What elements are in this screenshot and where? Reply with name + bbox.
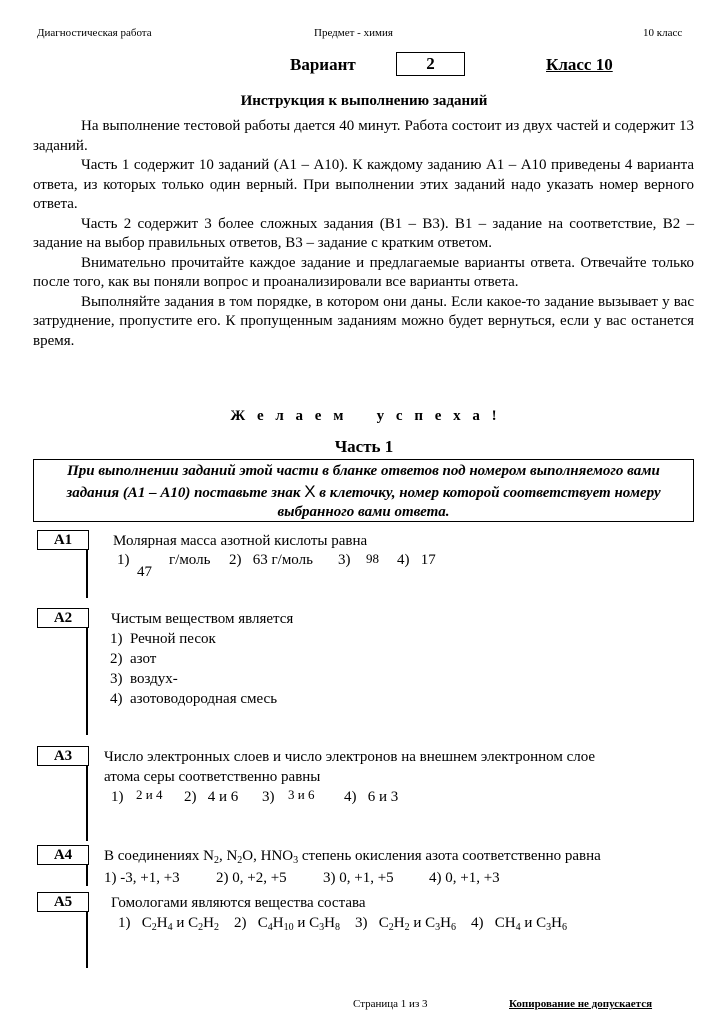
formula: $C_2H_2$: [378, 915, 410, 933]
task-divider: [86, 549, 88, 598]
header-class: 10 класс: [643, 27, 683, 39]
formula: $C_2H_2$: [188, 915, 219, 933]
a1-option-2: 2) 63 г/моль: [229, 552, 313, 568]
a5-question: Гомологами являются вещества состава: [111, 895, 366, 911]
a3-option-2: 2) 4 и 6: [184, 789, 239, 805]
a4-option-1: 1) -3, +1, +3: [104, 870, 180, 886]
a4-option-3: 3) 0, +1, +5: [323, 870, 394, 886]
a3-question-line2: атома серы соответственно равны: [104, 769, 321, 785]
a1-option-3-value: 98: [366, 551, 379, 566]
a1-question: Молярная масса азотной кислоты равна: [113, 533, 368, 549]
checkbox-mark: X: [304, 481, 316, 501]
formula: $CH_4$: [494, 915, 521, 933]
instruction-paragraph: Внимательно прочитайте каждое задание и предлагаемые варианты ответа. Отвечайте только после того, как вы поняли вопрос и проанализировали все варианты ответа.: [33, 254, 694, 290]
instruction-paragraph: Часть 2 содержит 3 более сложных задания (В1 – В3). В1 – задание на соответствие, В2 – задание на выбор правильных ответов, В3 – задание с кратким ответом.: [33, 215, 694, 251]
a3-question-line1: Число электронных слоев и число электронов на внешнем электронном слое: [104, 749, 596, 765]
a2-option-3: 3) воздух-: [110, 671, 178, 687]
task-divider: [86, 627, 88, 735]
a2-option-4: 4) азотоводородная смесь: [110, 691, 278, 707]
formula: $C_2H_4$: [141, 915, 173, 933]
task-label-a4: А4: [37, 845, 89, 865]
task-label-a2: А2: [37, 608, 89, 628]
footer-copy-notice: Копирование не допускается: [509, 998, 653, 1010]
a2-option-1: 1) Речной песок: [110, 631, 216, 647]
instruction-paragraph: Выполняйте задания в том порядке, в котором они даны. Если какое-то задание вызывает у вас затруднение, пропустите его. К пропущенным заданиям можно будет вернуться, если у вас останется время.: [33, 293, 694, 349]
formula: $C_3H_6$: [425, 915, 456, 933]
header-subject: Предмет - химия: [314, 27, 393, 39]
class-label: Класс 10: [546, 55, 613, 74]
a1-option-1-unit: г/моль: [169, 552, 211, 568]
a3-option-3-num: 3): [262, 789, 275, 805]
task-label-a1: А1: [37, 530, 89, 550]
a1-option-1-value: 47: [137, 564, 152, 580]
instruction-paragraph: Часть 1 содержит 10 заданий (А1 – А10). К каждому заданию А1 – А10 приведены 4 варианта ответа, из которых только один верный. При выполнении этих заданий надо указать номер верного ответа.: [33, 157, 694, 212]
formula: $C_4H_{10}$: [257, 915, 294, 933]
variant-label: Вариант: [290, 55, 356, 74]
task-label-a5: А5: [37, 892, 89, 912]
a2-question: Чистым веществом является: [111, 611, 294, 627]
task-divider: [86, 911, 88, 968]
wish-text: Ж е л а е м у с п е х а !: [230, 408, 498, 424]
a2-option-2: 2) азот: [110, 651, 157, 667]
part1-note-box: [33, 459, 694, 522]
a3-option-3-value: 3 и 6: [288, 787, 315, 802]
task-divider: [86, 765, 88, 841]
task-divider: [86, 864, 88, 886]
a4-question: В соединениях $N_2$, $N_2O$, $HNO_3$ степень окисления азота соответственно равна: [104, 848, 601, 866]
a3-option-4: 4) 6 и 3: [344, 789, 399, 805]
instructions-title: Инструкция к выполнению заданий: [240, 93, 488, 109]
footer-page-number: Страница 1 из 3: [353, 998, 428, 1010]
a1-option-3-num: 3): [338, 552, 351, 568]
instruction-paragraph: На выполнение тестовой работы дается 40 минут. Работа состоит из двух частей и содержит 13 заданий.: [33, 118, 694, 154]
a5-options: 1) $C_2H_4$ и $C_2H_2$ 2) $C_4H_{10}$ и $C_3H_8$ 3) $C_2H_2$ и $C_3H_6$ 4) $CH_4$ и $C_3H_6$: [118, 915, 567, 933]
instructions-body: [33, 117, 694, 351]
header-left: Диагностическая работа: [37, 27, 152, 39]
a3-option-1-num: 1): [111, 789, 124, 805]
variant-number-box: 2: [396, 52, 465, 76]
a1-option-1-num: 1): [117, 552, 130, 568]
task-label-a3: А3: [37, 746, 89, 766]
part1-title: Часть 1: [334, 437, 394, 456]
a3-option-1-value: 2 и 4: [136, 787, 163, 802]
formula: $C_3H_8$: [309, 915, 340, 933]
formula: $C_3H_6$: [536, 915, 567, 933]
part1-note: При выполнении заданий этой части в бланке ответов под номером выполняемого вами задания (А1 – А10) поставьте знак X в клеточку, номер которой соответствует номеру выбранного вами ответа.: [66, 463, 661, 520]
a1-option-4: 4) 17: [397, 552, 436, 568]
a4-option-4: 4) 0, +1, +3: [429, 870, 500, 886]
a4-option-2: 2) 0, +2, +5: [216, 870, 287, 886]
